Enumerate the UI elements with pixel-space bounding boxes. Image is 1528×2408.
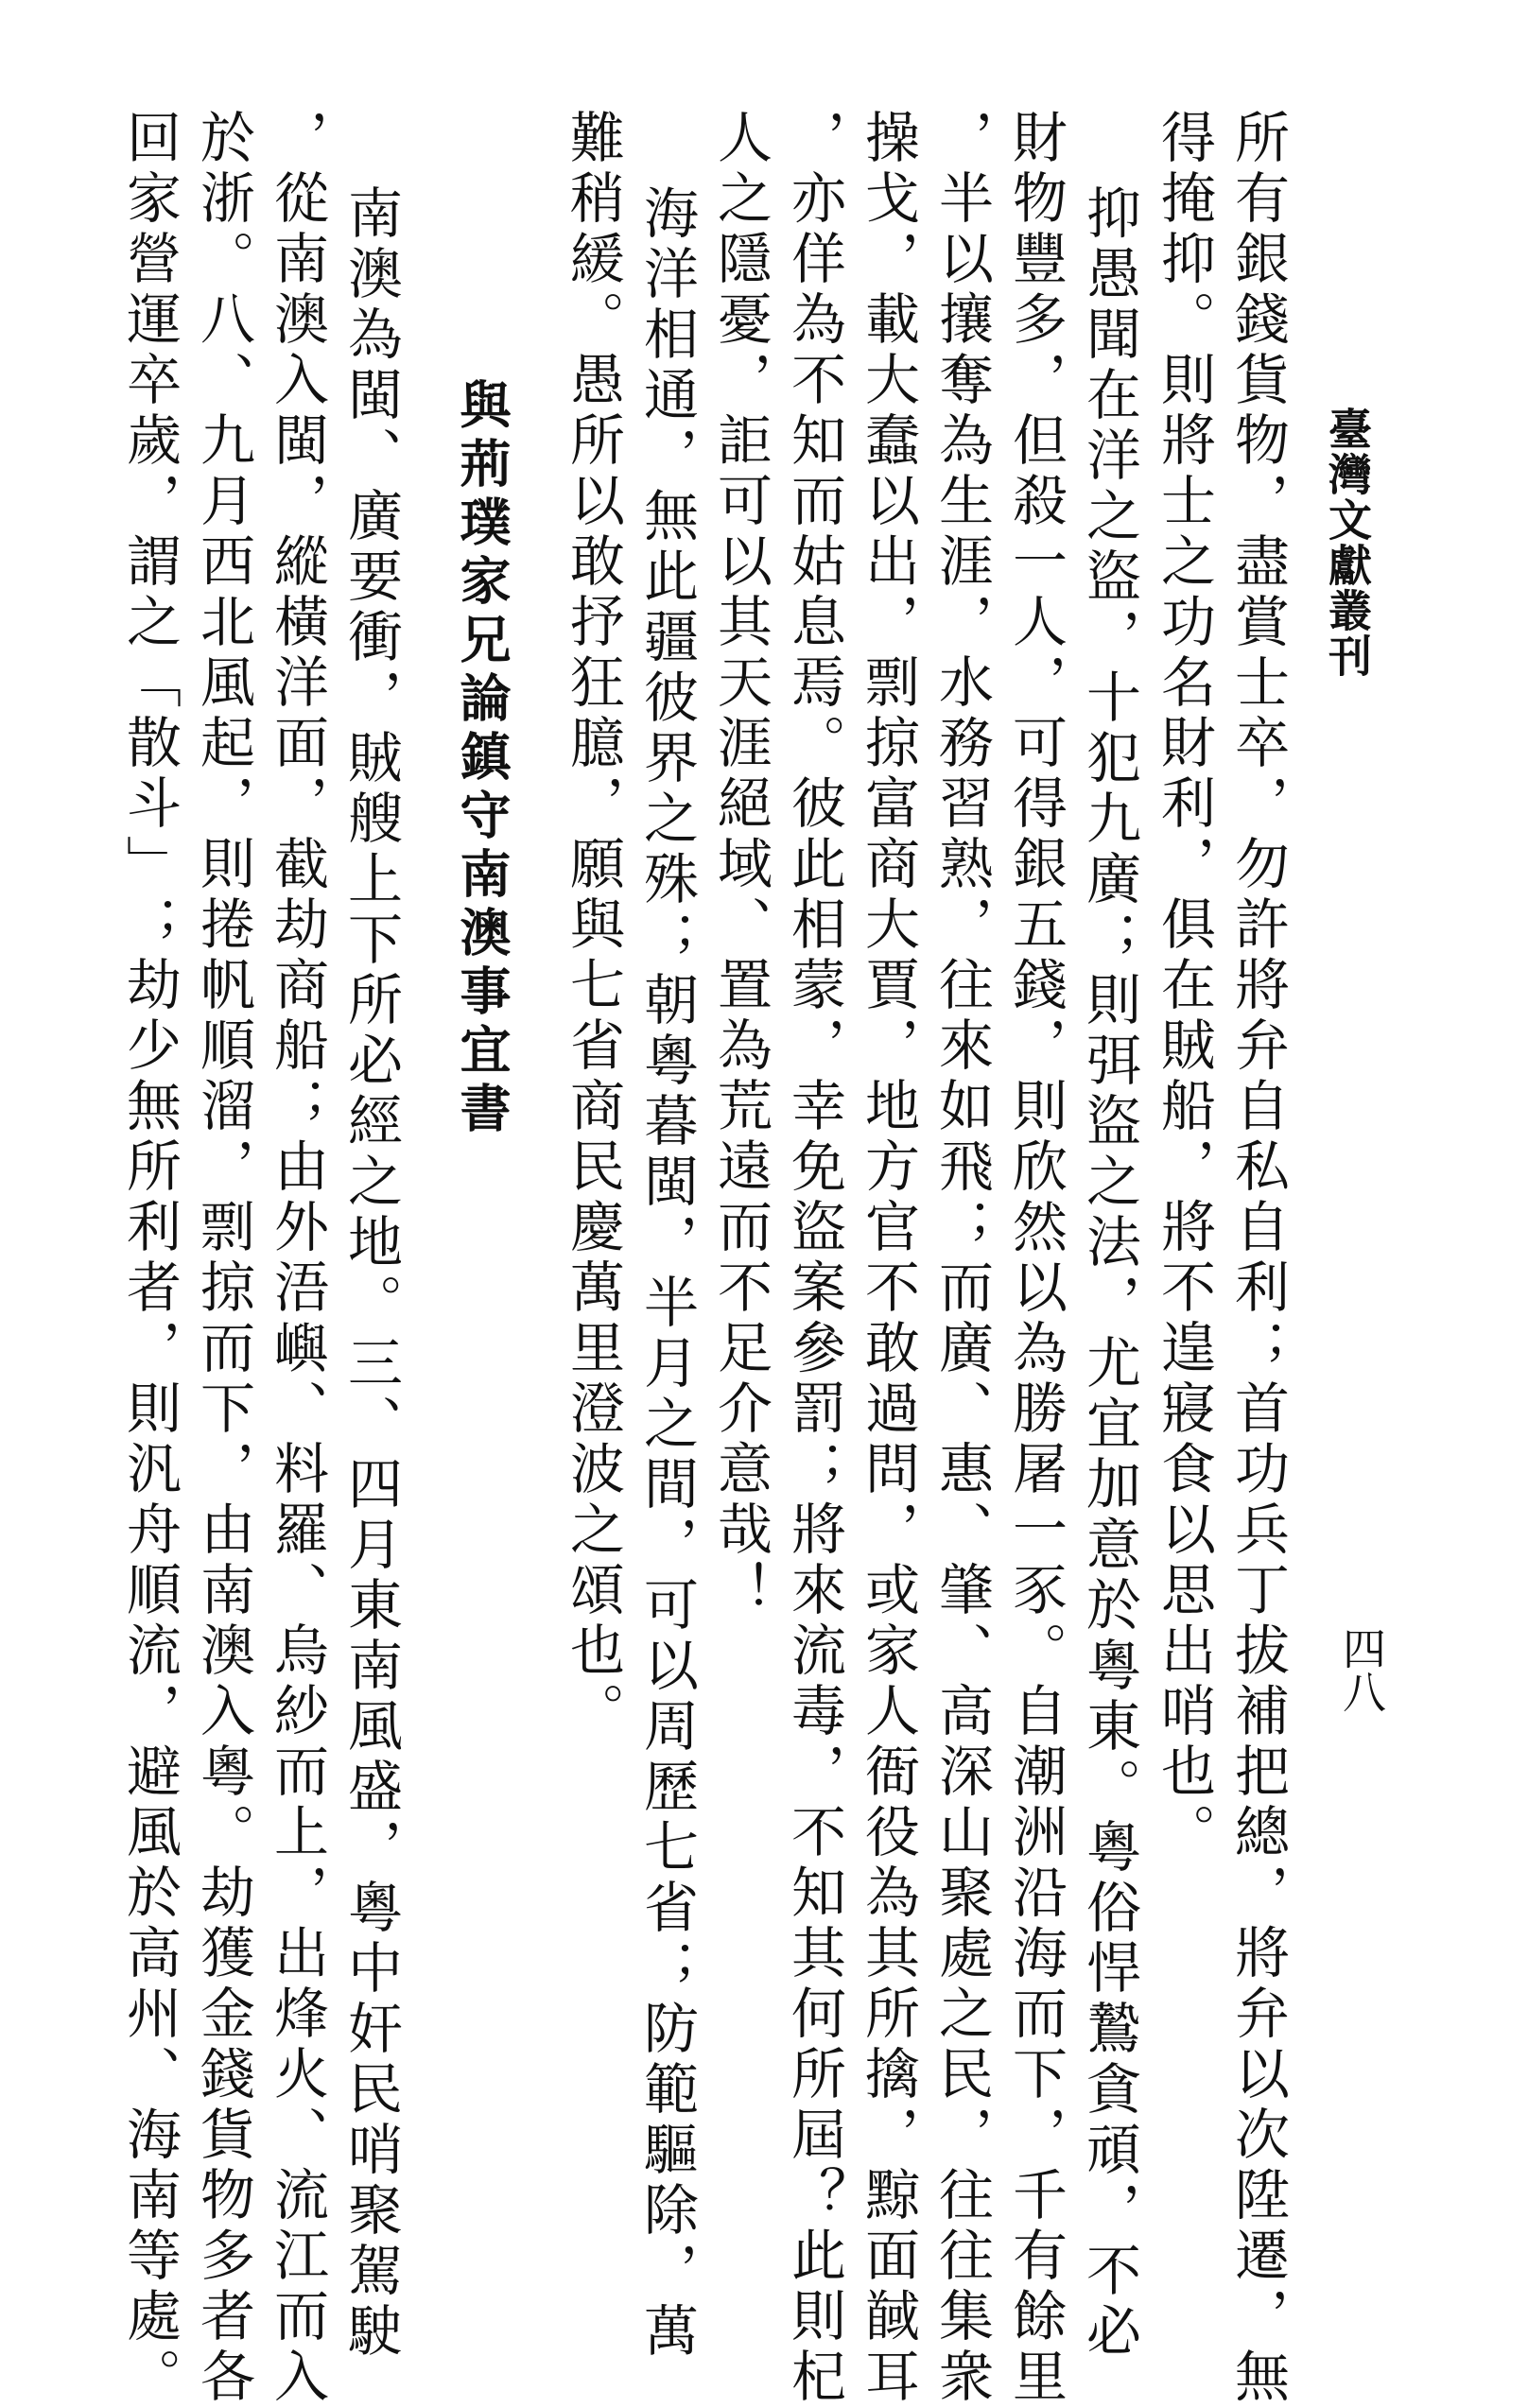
text-column-4: 財物豐多，但殺一人，可得銀五錢，則欣然以為勝屠一豕。自潮洲沿海而下，千有餘里 <box>1003 109 1068 2408</box>
text-column-7: ，亦佯為不知而姑息焉。彼此相蒙，幸免盜案參罰；將來流毒，不知其何所屆？此則杞 <box>782 109 846 2408</box>
text-column-6: 操戈，載大蠢以出，剽掠富商大賈，地方官不敢過問，或家人衙役為其所擒，黥面馘耳 <box>856 109 920 2408</box>
section-title: 與荊璞家兄論鎮守南澳事宜書 <box>452 378 512 1140</box>
text-column-5: ，半以攘奪為生涯，水務習熟，往來如飛；而廣、惠、肇、高深山聚處之民，往往集衆 <box>929 109 994 2408</box>
text-column-2: 得掩抑。則將士之功名財利，俱在賊船，將不遑寢食以思出哨也。 <box>1152 109 1216 1863</box>
text-column-13: 於浙。八、九月西北風起，則捲帆順溜，剽掠而下，由南澳入粵。劫獲金錢貨物多者各 <box>191 109 255 2408</box>
text-column-1: 所有銀錢貨物，盡賞士卒，勿許將弁自私自利；首功兵丁拔補把總，將弁以次陞遷，無 <box>1225 109 1290 2408</box>
text-column-8: 人之隱憂，詎可以其天涯絕域、置為荒遠而不足介意哉！ <box>708 109 773 1621</box>
text-column-10: 難稍緩。愚所以敢抒狂臆，願與七省商民慶萬里澄波之頌也。 <box>561 109 625 1742</box>
text-column-12: ，從南澳入閩，縱橫洋面，截劫商船；由外浯嶼、料羅、烏紗而上，出烽火、流江而入 <box>265 109 329 2408</box>
text-column-3: 抑愚聞在洋之盜，十犯九廣；則弭盜之法，尤宜加意於粵東。粵俗悍鷙貪頑，不必 <box>1077 184 1141 2363</box>
text-column-14: 回家營運卒歲，謂之「散斗」；劫少無所利者，則汎舟順流，避風於高州、海南等處。 <box>117 109 182 2408</box>
page-number: 四八 <box>1336 1626 1387 1713</box>
text-column-11: 南澳為閩、廣要衝，賊艘上下所必經之地。三、四月東南風盛，粵中奸民哨聚駕駛 <box>339 184 403 2363</box>
text-column-9: 海洋相通，無此疆彼界之殊；朝粵暮閩，半月之間，可以周歷七省；防範驅除，萬 <box>634 184 699 2363</box>
book-title: 臺灣文獻叢刊 <box>1322 407 1373 679</box>
